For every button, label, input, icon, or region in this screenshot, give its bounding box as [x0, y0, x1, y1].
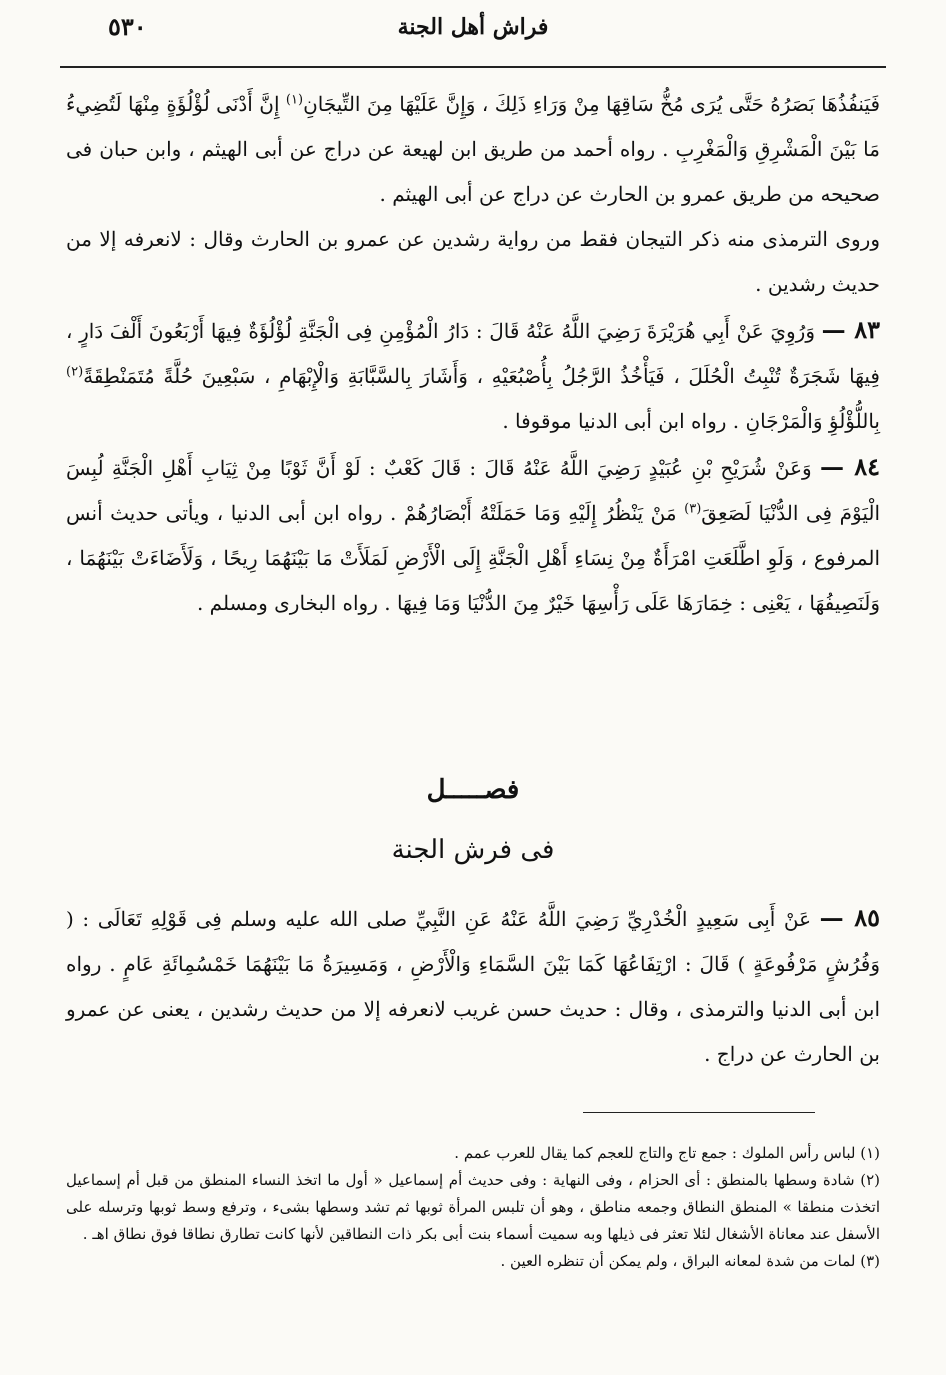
- section-title: فصـــــل: [426, 775, 520, 805]
- footnote-ref-1[interactable]: (١): [285, 92, 304, 108]
- paragraph-1-text-cont: إِنَّ أَدْنَى لُؤْلُؤَةٍ مِنْهَا لَتُضِيءُ مَا بَيْنَ الْمَشْرِقِ وَالْمَغْرِبِ . رواه أحمد من طريق ابن لهيعة عن دراج عن أبى الهيثم ، وابن حبان فى صحيحه من طريق عمرو بن الحارث عن دراج عن أبى الهيثم .: [66, 92, 880, 206]
- running-title: فراش أهل الجنة: [397, 14, 549, 40]
- footnote-3: (٣) لمات من شدة لمعانه البراق ، ولم يمكن أن تنظره العين .: [500, 1252, 880, 1270]
- hadith-83-text-cont: بِاللُّؤْلُؤِ وَالْمَرْجَانِ . رواه ابن أبى الدنيا موقوفا .: [502, 409, 880, 433]
- footnote-1: (١) لباس رأس الملوك : جمع تاج والتاج للعجم كما يقال للعرب عمم .: [454, 1144, 880, 1162]
- hadith-84-text: وَعَنْ شُرَيْحِ بْنِ عُبَيْدٍ رَضِيَ اللَّهُ عَنْهُ قَالَ : قَالَ كَعْبٌ : لَوْ أَنَّ ثَوْبًا مِنْ ثِيَابِ أَهْلِ الْجَنَّةِ لُبِسَ الْيَوْمَ فِى الدُّنْيَا لَصَعِقَ: [66, 456, 881, 525]
- hadith-number-85: ٨٥ —: [819, 903, 880, 932]
- header-rule: [60, 66, 886, 68]
- hadith-83-text: وَرُوِيَ عَنْ أَبِي هُرَيْرَةَ رَضِيَ اللَّهُ عَنْهُ قَالَ : دَارُ الْمُؤْمِنِ فِى الْجَنَّةِ لُؤْلُؤَةٌ فِيهَا أَرْبَعُونَ أَلْفَ دَارٍ ، فِيهَا شَجَرَةٌ تُنْبِتُ الْحُلَلَ ، فَيَأْخُذُ الرَّجُلُ بِأُصْبُعَيْهِ ، وَأَشَارَ بِالسَّبَّابَةِ وَالْإِبْهَامِ ، سَبْعِينَ حُلَّةً مُتَمَنْطِقَةً: [66, 319, 880, 388]
- paragraph-2: وروى الترمذى منه ذكر التيجان فقط من رواية رشدين عن عمرو بن الحارث وقال : لانعرفه إلا من حديث رشدين .: [66, 227, 880, 296]
- hadith-84: [66, 444, 880, 626]
- main-text: [66, 82, 880, 626]
- footnote-ref-2[interactable]: (٢): [66, 364, 84, 380]
- footnote-rule: [583, 1112, 815, 1113]
- footnote-ref-3[interactable]: (٣): [684, 501, 702, 517]
- hadith-number-84: ٨٤ —: [819, 452, 880, 481]
- footnote-2: (٢) شادة وسطها بالمنطق : أى الحزام ، وفى النهاية : وفى حديث أم إسماعيل « أول ما اتخذ النساء المنطق من قبل أم إسماعيل اتخذت منطقا » المنطق النطاق وجمعه مناطق ، وهو أن تلبس المرأة ثوبها ثم تشد وسطها بشىء ، وترفع وسط ثوبها وترسله على الأسفل عند معاناة الأشغال لئلا تعثر فى ذيلها وبه سميت أسماء بنت أبى بكر ذات النطاقين لأنها كانت تطارق نطاقا فوق نطاق اهـ .: [66, 1171, 880, 1243]
- page-header: [60, 12, 886, 62]
- hadith-84-text-cont: مَنْ يَنْظُرُ إِلَيْهِ وَمَا حَمَلَتْهُ أَبْصَارُهُمْ . رواه ابن أبى الدنيا ، ويأتى حديث أنس المرفوع ، وَلَوِ اطَّلَعَتِ امْرَأَةٌ مِنْ نِسَاءِ أَهْلِ الْجَنَّةِ إِلَى الْأَرْضِ لَمَلَأَتْ مَا بَيْنَهُمَا رِيحًا ، وَلَأَضَاءَتْ بَيْنَهُمَا ، وَلَنَصِيفُهَا ، يَعْنِى : خِمَارَهَا عَلَى رَأْسِهَا خَيْرٌ مِنَ الدُّنْيَا وَمَا فِيهَا . رواه البخارى ومسلم .: [66, 501, 880, 615]
- hadith-85: [66, 895, 880, 1077]
- page-number: ٥٣٠: [108, 12, 147, 41]
- hadith-85-text: عَنْ أَبِى سَعِيدٍ الْخُدْرِيِّ رَضِيَ اللَّهُ عَنْهُ عَنِ النَّبِيِّ صلى الله عليه وسلم فِى قَوْلِهِ تَعَالَى : ( وَفُرُشٍ مَرْفُوعَةٍ ) قَالَ : ارْتِفَاعُهَا كَمَا بَيْنَ السَّمَاءِ وَالْأَرْضِ ، وَمَسِيرَةُ مَا بَيْنَهُمَا خَمْسُمِائَةِ عَامٍ . رواه ابن أبى الدنيا والترمذى ، وقال : حديث حسن غريب لانعرفه إلا من حديث رشدين ، يعنى عن عمرو بن الحارث عن دراج .: [66, 907, 880, 1066]
- section-text: [66, 895, 880, 1077]
- hadith-83: [66, 307, 880, 444]
- paragraph-1-text: فَيَنفُذُهَا بَصَرُهُ حَتَّى يُرَى مُخُّ سَاقِهَا مِنْ وَرَاءِ ذَلِكَ ، وَإِنَّ عَلَيْهَا مِنَ التِّيجَانِ: [303, 92, 881, 116]
- section-subtitle: فى فرش الجنة: [391, 835, 555, 865]
- footnotes: [66, 1140, 880, 1275]
- paragraph-1: [66, 82, 880, 217]
- hadith-number-83: ٨٣ —: [821, 315, 881, 344]
